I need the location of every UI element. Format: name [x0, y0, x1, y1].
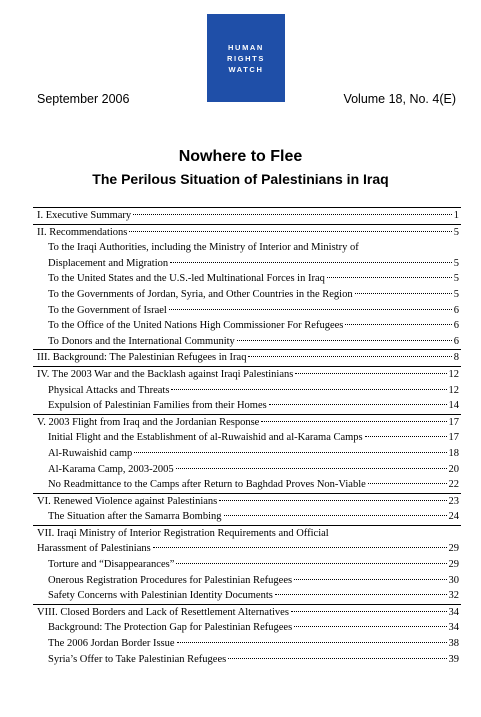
- toc-entry-title: IV. The 2003 War and the Backlash against Iraqi Palestinians: [37, 368, 294, 380]
- toc-entry-title: II. Recommendations: [37, 226, 128, 238]
- toc-entry[interactable]: [37, 303, 459, 319]
- toc-entry-title: Initial Flight and the Establishment of al-Ruwaishid and al-Karama Camps: [48, 432, 363, 444]
- toc-leader-dots: [176, 563, 446, 564]
- toc-entry-title: To the Office of the United Nations High Commissioner For Refugees: [48, 320, 344, 332]
- toc-entry[interactable]: [37, 350, 459, 366]
- toc-entry-title: Safety Concerns with Palestinian Identity Documents: [48, 590, 273, 602]
- toc-entry-page: 24: [448, 511, 459, 523]
- toc-entry-page: 12: [448, 368, 459, 380]
- toc-entry-page: 6: [453, 335, 459, 347]
- toc-leader-dots: [248, 356, 451, 357]
- toc-entry-page: 6: [453, 320, 459, 332]
- report-volume: Volume 18, No. 4(E): [343, 92, 456, 106]
- toc-entry-page: 22: [448, 479, 459, 491]
- report-title: Nowhere to Flee: [178, 148, 303, 165]
- toc-leader-dots: [291, 611, 447, 612]
- toc-entry-title: Onerous Registration Procedures for Palestinian Refugees: [48, 574, 293, 586]
- toc-entry-page: 29: [448, 559, 459, 571]
- toc-entry[interactable]: [37, 652, 459, 668]
- toc-leader-dots: [269, 404, 447, 405]
- toc-entry-title: The 2006 Jordan Border Issue: [48, 638, 175, 650]
- toc-entry[interactable]: [37, 636, 459, 652]
- toc-entry[interactable]: [37, 573, 459, 589]
- toc-entry[interactable]: [37, 446, 459, 462]
- toc-leader-dots: [327, 277, 452, 278]
- toc-entry-page: 20: [448, 463, 459, 475]
- hrw-logo: [207, 14, 285, 102]
- toc-entry-title: No Readmittance to the Camps after Return to Baghdad Proves Non-Viable: [48, 479, 366, 491]
- toc-entry-title: Physical Attacks and Threats: [48, 384, 170, 396]
- toc-entry[interactable]: [37, 240, 459, 256]
- toc-entry-page: 34: [448, 606, 459, 618]
- toc-entry-page: 5: [453, 273, 459, 285]
- toc-entry-title: Harassment of Palestinians: [37, 543, 151, 555]
- toc-leader-dots: [153, 547, 447, 548]
- toc-leader-dots: [171, 389, 446, 390]
- toc-entry[interactable]: [37, 208, 459, 224]
- toc-entry[interactable]: [37, 383, 459, 399]
- toc-entry-page: 23: [448, 495, 459, 507]
- toc-entry-title: To the United States and the U.S.-led Multinational Forces in Iraq: [48, 273, 325, 285]
- toc-leader-dots: [345, 324, 451, 325]
- toc-entry-title: I. Executive Summary: [37, 210, 132, 221]
- toc-entry-title: III. Background: The Palestinian Refugees in Iraq: [37, 352, 247, 364]
- toc-entry-page: 18: [448, 447, 459, 459]
- toc-entry-title: Al-Ruwaishid camp: [48, 447, 133, 459]
- toc-entry[interactable]: [37, 367, 459, 383]
- toc-entry[interactable]: [37, 620, 459, 636]
- toc-entry-page: 34: [448, 622, 459, 634]
- logo-line-1: HUMAN: [228, 42, 264, 52]
- toc-leader-dots: [237, 340, 452, 341]
- logo-line-3: WATCH: [228, 64, 264, 74]
- toc-leader-dots: [294, 579, 446, 580]
- toc-entry-page: 32: [448, 590, 459, 602]
- toc-entry[interactable]: [37, 477, 459, 493]
- toc-leader-dots: [294, 626, 446, 627]
- toc-entry[interactable]: [37, 256, 459, 272]
- toc-entry-page: 39: [448, 653, 459, 665]
- toc-entry-title: V. 2003 Flight from Iraq and the Jordanian Response: [37, 416, 260, 428]
- toc-leader-dots: [368, 483, 447, 484]
- toc-entry-page: 5: [453, 226, 459, 238]
- toc-entry[interactable]: [37, 318, 459, 334]
- toc-entry-title: The Situation after the Samarra Bombing: [48, 511, 222, 523]
- toc-entry-title: Syria’s Offer to Take Palestinian Refugees: [48, 653, 227, 665]
- toc-leader-dots: [176, 468, 447, 469]
- toc-entry[interactable]: [37, 334, 459, 350]
- toc-entry[interactable]: [37, 588, 459, 604]
- toc-entry[interactable]: [37, 271, 459, 287]
- toc-leader-dots: [134, 452, 446, 453]
- toc-entry-page: 14: [448, 400, 459, 412]
- toc-leader-dots: [219, 500, 446, 501]
- toc-entry-title: To Donors and the International Community: [48, 335, 235, 347]
- toc-leader-dots: [365, 436, 447, 437]
- toc-entry[interactable]: [37, 462, 459, 478]
- toc-entry-title: Displacement and Migration: [48, 257, 169, 269]
- toc-entry[interactable]: [37, 225, 459, 241]
- toc-entry-title: VII. Iraqi Ministry of Interior Registration Requirements and Official: [37, 527, 329, 539]
- toc-entry-page: 29: [448, 543, 459, 555]
- toc-entry[interactable]: [37, 415, 459, 431]
- toc-entry-title: Al-Karama Camp, 2003-2005: [48, 463, 174, 475]
- toc-entry[interactable]: [37, 557, 459, 573]
- toc-leader-dots: [261, 421, 446, 422]
- toc-leader-dots: [224, 515, 447, 516]
- toc-entry-title: VIII. Closed Borders and Lack of Resettlement Alternatives: [37, 606, 289, 618]
- toc-leader-dots: [295, 373, 446, 374]
- toc-leader-dots: [228, 658, 446, 659]
- toc-entry-page: 5: [453, 257, 459, 269]
- toc-entry[interactable]: [37, 509, 459, 525]
- report-date: September 2006: [37, 92, 130, 106]
- toc-leader-dots: [133, 214, 452, 215]
- toc-entry-title: To the Governments of Jordan, Syria, and Other Countries in the Region: [48, 288, 353, 300]
- toc-entry-page: 5: [453, 288, 459, 300]
- toc-entry[interactable]: [37, 605, 459, 621]
- toc-entry-title: To the Iraqi Authorities, including the Ministry of Interior and Ministry of: [48, 242, 359, 254]
- toc-entry[interactable]: [37, 430, 459, 446]
- toc-entry-page: 17: [448, 416, 459, 428]
- toc-entry-page: 8: [453, 352, 459, 364]
- table-of-contents: [37, 208, 459, 667]
- toc-entry-title: Background: The Protection Gap for Palestinian Refugees: [48, 622, 293, 634]
- report-subtitle: The Perilous Situation of Palestinians in Iraq: [92, 171, 389, 187]
- toc-leader-dots: [275, 594, 447, 595]
- toc-entry-title: To the Government of Israel: [48, 304, 167, 316]
- toc-entry[interactable]: [37, 398, 459, 414]
- toc-leader-dots: [170, 262, 452, 263]
- toc-entry[interactable]: [37, 541, 459, 557]
- toc-leader-dots: [177, 642, 447, 643]
- toc-entry-title: VI. Renewed Violence against Palestinians: [37, 495, 218, 507]
- toc-entry-page: 1: [453, 210, 459, 221]
- toc-entry-page: 38: [448, 638, 459, 650]
- toc-leader-dots: [129, 231, 451, 232]
- toc-leader-dots: [169, 309, 452, 310]
- logo-line-2: RIGHTS: [227, 53, 265, 63]
- toc-entry-title: Expulsion of Palestinian Families from their Homes: [48, 400, 267, 412]
- toc-entry-title: Torture and “Disappearances”: [48, 559, 175, 571]
- toc-entry-page: 17: [448, 432, 459, 444]
- toc-entry-page: 30: [448, 574, 459, 586]
- toc-entry[interactable]: [37, 526, 459, 542]
- toc-entry[interactable]: [37, 287, 459, 303]
- toc-entry-page: 6: [453, 304, 459, 316]
- toc-entry-page: 12: [448, 384, 459, 396]
- toc-leader-dots: [355, 293, 452, 294]
- toc-entry[interactable]: [37, 494, 459, 510]
